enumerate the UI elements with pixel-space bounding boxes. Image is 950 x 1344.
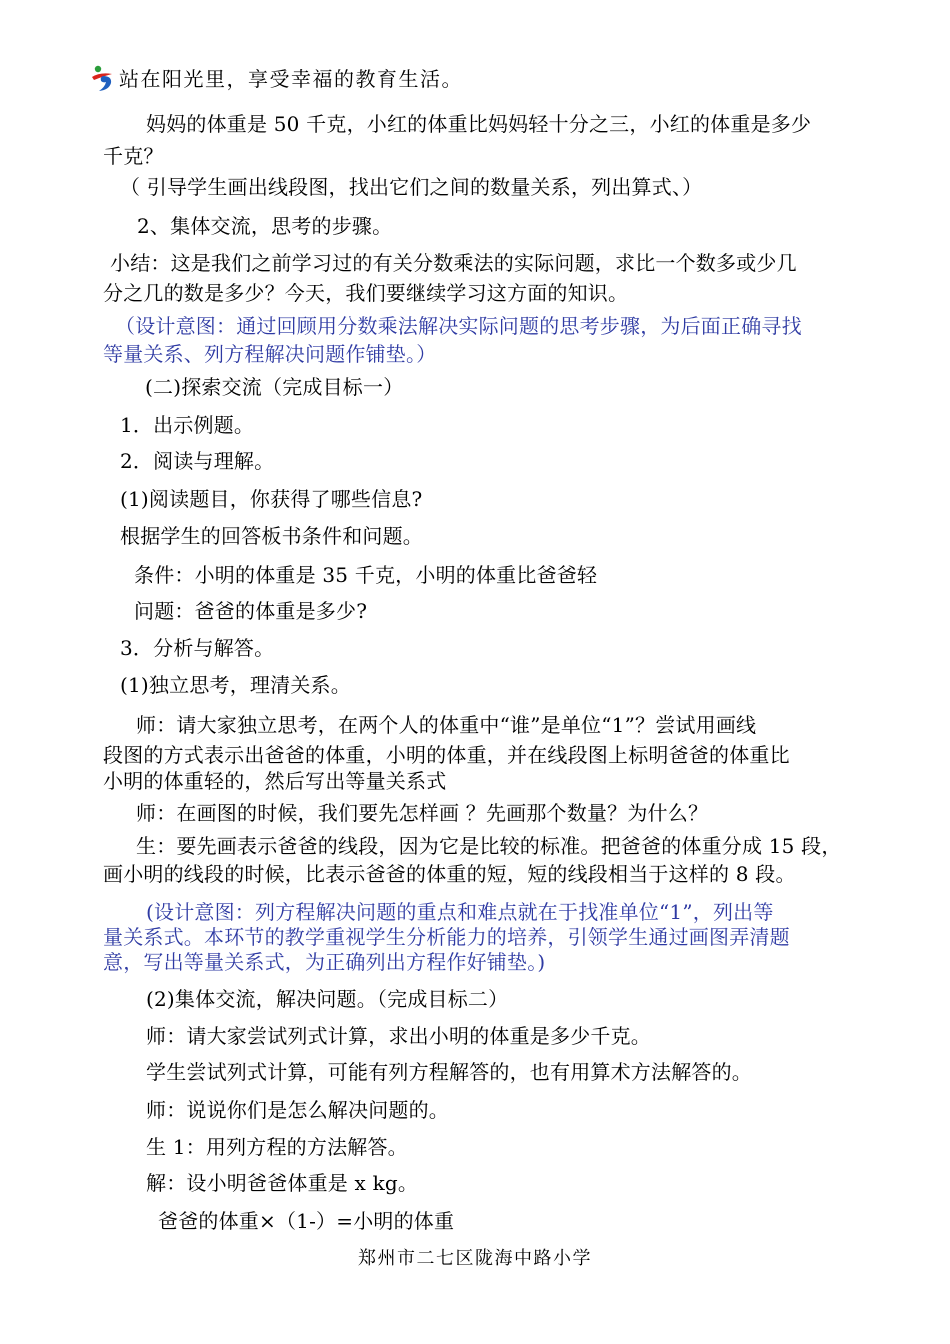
school-logo-icon: [90, 64, 116, 92]
paragraph-line: 2、集体交流，思考的步骤。: [137, 214, 393, 238]
paragraph-line: 师：请大家尝试列式计算，求出小明的体重是多少千克。: [146, 1024, 651, 1048]
design-intent-line: 量关系式。本环节的教学重视学生分析能力的培养，引领学生通过画图弄清题: [103, 925, 790, 949]
paragraph-line: 爸爸的体重×（1-）=小明的体重: [158, 1209, 455, 1233]
paragraph-line: 小明的体重轻的，然后写出等量关系式: [103, 769, 447, 793]
design-intent-line: (设计意图：列方程解决问题的重点和难点就在于找准单位“1”，列出等: [146, 900, 774, 924]
paragraph-line: 3．分析与解答。: [120, 636, 275, 660]
paragraph-line: (1)独立思考，理清关系。: [120, 673, 351, 697]
paragraph-line: 妈妈的体重是 50 千克，小红的体重比妈妈轻十分之三，小红的体重是多少: [146, 112, 812, 136]
paragraph-line: （ 引导学生画出线段图，找出它们之间的数量关系，列出算式、）: [120, 175, 703, 199]
section-heading: (二)探索交流（完成目标一）: [145, 375, 404, 399]
design-intent-line: 意，写出等量关系式，为正确列出方程作好铺垫。): [103, 950, 546, 974]
paragraph-line: 条件：小明的体重是 35 千克，小明的体重比爸爸轻: [134, 563, 598, 587]
paragraph-line: 生 1：用列方程的方法解答。: [146, 1135, 408, 1159]
paragraph-line: 师：请大家独立思考，在两个人的体重中“谁”是单位“1”？尝试用画线: [136, 713, 757, 737]
paragraph-line: 1．出示例题。: [120, 413, 255, 437]
paragraph-line: 问题：爸爸的体重是多少?: [134, 599, 368, 623]
paragraph-line: 2．阅读与理解。: [120, 449, 275, 473]
footer-school-name: 郑州市二七区陇海中路小学: [358, 1248, 592, 1269]
paragraph-line: 画小明的线段的时候，比表示爸爸的体重的短，短的线段相当于这样的 8 段。: [103, 862, 796, 886]
paragraph-line: 生：要先画表示爸爸的线段，因为它是比较的标准。把爸爸的体重分成 15 段，: [136, 834, 842, 858]
paragraph-line: 段图的方式表示出爸爸的体重，小明的体重，并在线段图上标明爸爸的体重比: [103, 743, 790, 767]
paragraph-line: (1)阅读题目，你获得了哪些信息?: [120, 487, 423, 511]
paragraph-line: 师：说说你们是怎么解决问题的。: [146, 1098, 449, 1122]
paragraph-line: 分之几的数是多少？今天，我们要继续学习这方面的知识。: [103, 281, 629, 305]
paragraph-line: 解：设小明爸爸体重是 x kg。: [146, 1171, 419, 1195]
paragraph-line: 学生尝试列式计算，可能有列方程解答的，也有用算术方法解答的。: [146, 1060, 752, 1084]
section-heading: (2)集体交流，解决问题。（完成目标二）: [146, 987, 509, 1011]
paragraph-line: 千克？: [103, 144, 164, 168]
design-intent-line: 等量关系、列方程解决问题作铺垫。）: [103, 342, 437, 366]
paragraph-line: 根据学生的回答板书条件和问题。: [120, 524, 423, 548]
paragraph-line: 小结：这是我们之前学习过的有关分数乘法的实际问题，求比一个数多或少几: [110, 251, 797, 275]
header-motto: 站在阳光里，享受幸福的教育生活。: [119, 67, 463, 91]
paragraph-line: 师：在画图的时候，我们要先怎样画 ？先画那个数量？为什么？: [136, 801, 709, 825]
design-intent-line: （设计意图：通过回顾用分数乘法解决实际问题的思考步骤，为后面正确寻找: [115, 314, 802, 338]
